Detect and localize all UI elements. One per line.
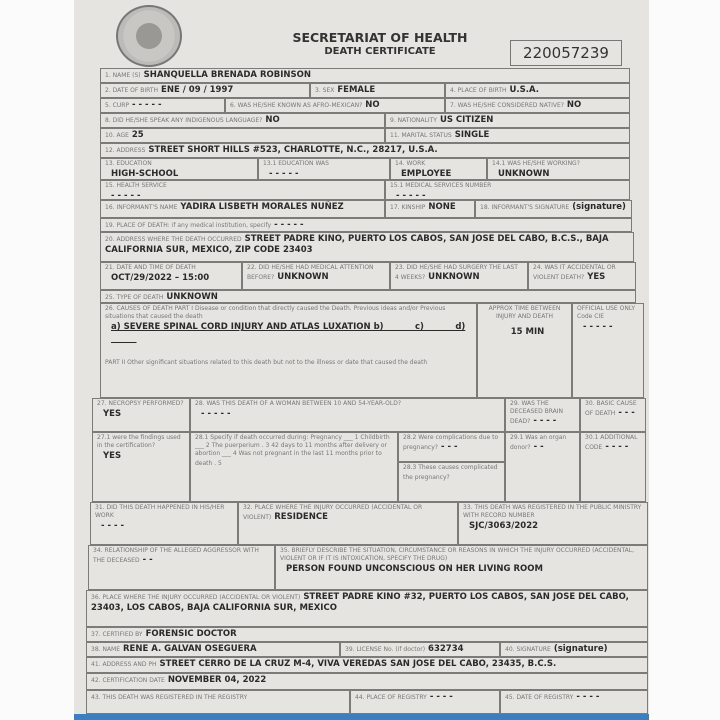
field-value: - - - - - [132,100,162,110]
certificate-number: 220057239 [510,40,622,66]
field-label: 40. SIGNATURE [505,646,551,653]
field-value: U.S.A. [509,85,539,95]
field-f16 [100,200,385,218]
field-value: STREET CERRO DE LA CRUZ M-4, VIVA VEREDAS SAN JOSE DEL CABO, 23435, B.C.S. [159,659,557,669]
field-value: SHANQUELLA BRENADA ROBINSON [143,70,311,80]
field-value: YES [103,409,122,420]
field-value: - - - - [605,442,629,453]
field-f14-1 [487,158,630,180]
field-f38 [86,642,340,657]
field-value: (signature) [572,202,626,212]
field-value: NONE [428,202,456,212]
field-f6 [225,98,445,113]
field-label: OFFICIAL USE ONLY Code CIE [577,305,636,321]
field-label: 28.3 These causes complicated the pregnancy? [403,464,498,482]
field-value: YADIRA LISBETH MORALES NUÑEZ [180,202,344,212]
field-label: 27.1 were the findings used in the certification? [97,434,181,450]
field-value: STREET PADRE KINO #32, PUERTO LOS CABOS, SAN JOSE DEL CABO, 23403, LOS CABOS, BAJA CALIFORNIA SUR, MEXICO [91,592,629,614]
field-f2 [100,83,310,98]
field-f40 [500,642,648,657]
field-f28-2 [398,432,505,462]
field-value: 15 MIN [510,327,545,338]
field-label: 16. INFORMANT'S NAME [105,204,178,211]
field-value: YES [103,451,122,462]
field-f28-3 [398,462,505,502]
field-label: 37. CERTIFIED BY [91,631,143,638]
field-value: - - - - [429,692,453,702]
field-f43 [86,690,350,714]
document-title: SECRETARIAT OF HEALTH [292,30,468,45]
field-label: 33. THIS DEATH WAS REGISTERED IN THE PUBLIC MINISTRY WITH RECORD NUMBER [463,504,642,520]
field-label: 22. DID HE/SHE HAD MEDICAL ATTENTION BEFORE? [247,264,374,282]
field-label: 29. WAS THE DECEASED BRAIN DEAD? [510,400,564,426]
field-f15-1 [385,180,630,200]
field-f14 [390,158,487,180]
field-f35 [275,545,648,590]
field-value: PERSON FOUND UNCONSCIOUS ON HER LIVING ROOM [286,564,543,575]
field-f45 [500,690,648,714]
field-f11 [385,128,630,143]
field-value: UNKNOWN [166,292,218,302]
field-label: 38. NAME [91,646,121,653]
field-value: (signature) [553,644,608,654]
field-value: STREET SHORT HILLS #523, CHARLOTTE, N.C., 28217, U.S.A. [148,145,438,155]
field-value: UNKNOWN [277,272,329,283]
field-f5 [100,98,225,113]
field-label: 14.1 WAS HE/SHE WORKING? [492,160,580,167]
field-f29-1 [505,432,580,502]
field-f33 [458,502,648,545]
field-value: SJC/3063/2022 [469,521,539,532]
field-label: 10. AGE [105,132,129,139]
field-label: 36. PLACE WHERE THE INJURY OCCURRED (ACCIDENTAL OR VIOLENT) [91,594,301,601]
field-label: 7. WAS HE/SHE CONSIDERED NATIVE? [450,102,564,109]
field-label: 30. BASIC CAUSE OF DEATH [585,400,637,418]
field-label: 42. CERTIFICATION DATE [91,677,165,684]
field-f17 [385,200,475,218]
field-f18 [475,200,632,218]
field-label: 28.2 Were complications due to pregnancy? [403,434,499,452]
field-value: ENE / 09 / 1997 [161,85,234,95]
field-value: FORENSIC DOCTOR [145,629,237,639]
field-label: 15. HEALTH SERVICE [105,182,167,189]
field-f41 [86,657,648,673]
field-label: 41. ADDRESS AND PH [91,661,157,668]
field-f9 [385,113,630,128]
field-f28 [190,398,505,432]
field-f26-time [477,303,572,398]
field-f30 [580,398,646,432]
field-value: YES [587,272,606,283]
field-label: 31. DID THIS DEATH HAPPENED IN HIS/HER WORK [95,504,225,520]
bottom-edge [74,714,649,720]
field-value: - - - [440,442,458,453]
field-f26-code [572,303,644,398]
part-two-label: PART II Other significant situations related to this death but not to the illness or date that caused the death [105,359,428,367]
field-f7 [445,98,630,113]
field-f32 [238,502,458,545]
field-value: - - - - - [583,322,613,333]
field-f42 [86,673,648,690]
field-f8 [100,113,385,128]
field-value: - - - - [101,521,124,532]
field-f15 [100,180,385,200]
field-label: 2. DATE OF BIRTH [105,87,159,94]
field-label: 6. WAS HE/SHE KNOWN AS AFRO-MEXICAN? [230,102,363,109]
field-f13-1 [258,158,390,180]
field-value: FEMALE [337,85,376,95]
field-label: 45. DATE OF REGISTRY [505,694,574,701]
field-value: - - - - - [201,409,231,420]
field-value: NO [566,100,582,110]
field-label: 34. RELATIONSHIP OF THE ALLEGED AGGRESSOR WITH THE DECEASED [93,547,259,565]
field-f29 [505,398,580,432]
field-label: 13.1 EDUCATION WAS [263,160,329,167]
field-value: - - [142,555,153,566]
field-label: 21. DATE AND TIME OF DEATH [105,264,196,271]
field-label: 14. WORK [395,160,426,167]
field-f28-1 [190,432,398,502]
field-value: - - - - - [396,191,426,200]
field-label: 19. PLACE OF DEATH: if any medical institution, specify [105,222,272,229]
field-f22 [242,262,390,290]
field-label: 35. BRIEFLY DESCRIBE THE SITUATION, CIRCUMSTANCE OR REASONS IN WHICH THE INJURY OCCURRED (ACCIDENTAL, VIOLENT OR IF IT IS INTOXICATION, SPECIFY THE DRUG) [280,547,635,563]
field-f26 [100,303,477,398]
field-label: 43. THIS DEATH WAS REGISTERED IN THE REGISTRY [91,694,248,701]
field-value: - - - - - [274,220,304,230]
field-f3 [310,83,445,98]
field-f44 [350,690,500,714]
field-label: 9. NATIONALITY [390,117,437,124]
field-label: 18. INFORMANT'S SIGNATURE [480,204,570,211]
field-f13 [100,158,258,180]
field-label: 26. CAUSES OF DEATH PART I Disease or condition that directly caused the Death. Previous ideas and/or Previous situations that caused the death [105,305,446,321]
field-value: a) SEVERE SPINAL CORD INJURY AND ATLAS LUXATION b) ______ c) ______ d) ______ [111,322,466,344]
field-value: RESIDENCE [274,512,328,523]
field-f27 [92,398,190,432]
field-f24 [528,262,636,290]
field-value: - - - - - [269,169,299,180]
field-label: 4. PLACE OF BIRTH [450,87,507,94]
field-label: 30.1 ADDITIONAL CODE [585,434,638,452]
field-f25 [100,290,636,303]
field-label: 17. KINSHIP [390,204,426,211]
field-value: US CITIZEN [439,115,494,125]
field-f31 [90,502,238,545]
field-label: 5. CURP [105,102,129,109]
field-label: 20. ADDRESS WHERE THE DEATH OCCURRED [105,236,242,243]
field-value: 632734 [428,644,464,654]
field-label: 3. SEX [315,87,335,94]
field-label: 23. DID HE/SHE HAD SURGERY THE LAST 4 WEEKS? [395,264,518,282]
field-value: SINGLE [454,130,490,140]
field-value: EMPLOYEE [401,169,452,180]
field-value: - - - - [533,416,557,427]
field-f4 [445,83,630,98]
field-value: - - - - [576,692,600,702]
field-f21 [100,262,242,290]
field-f27-1 [92,432,190,502]
field-value: - - - - - [111,191,141,200]
field-label: 24. WAS IT ACCIDENTAL OR VIOLENT DEATH? [533,264,616,282]
field-value: UNKNOWN [498,169,550,180]
field-label: 27. NECROPSY PERFORMED? [97,400,184,407]
field-f1 [100,68,630,83]
field-label: 11. MARITAL STATUS [390,132,452,139]
field-value: - - - [618,408,635,419]
field-label: 39. LICENSE No. (if doctor) [345,646,426,653]
field-f39 [340,642,500,657]
field-value: UNKNOWN [428,272,480,283]
field-value: - - [533,442,544,453]
field-f36 [86,590,648,627]
field-value: STREET PADRE KINO, PUERTO LOS CABOS, SAN JOSE DEL CABO, B.C.S., BAJA CALIFORNIA SUR, MEXICO, ZIP CODE 23403 [105,234,609,256]
field-label: APPROX TIME BETWEEN INJURY AND DEATH [488,305,561,321]
field-label: 15.1 MEDICAL SERVICES NUMBER [390,182,492,189]
field-f10 [100,128,385,143]
field-value: OCT/29/2022 – 15:00 [111,273,210,284]
field-value: 25 [131,130,144,140]
field-label: 1. NAME (S) [105,72,141,79]
field-label: 29.1 Was an organ donor? [510,434,567,452]
field-f12 [100,143,630,158]
coat-of-arms-seal-icon [116,5,182,67]
field-value: RENE A. GALVAN OSEGUERA [123,644,257,654]
field-label: 8. DID HE/SHE SPEAK ANY INDIGENOUS LANGUAGE? [105,117,263,124]
field-value: NOVEMBER 04, 2022 [167,675,267,685]
field-f19 [100,218,632,232]
field-value: NO [365,100,380,110]
field-f23 [390,262,528,290]
field-label: 28.1 Specify if death occurred during: Pregnancy ___ 1 Childbirth ___ 2 The puerperium . 3 42 days to 11 months after delivery or abortion ___ 4 Was not pregnant in the last 11 months prior to death . 5 [195,434,390,468]
field-f37 [86,627,648,642]
field-label: 25. TYPE OF DEATH [105,294,164,301]
field-f34 [88,545,275,590]
field-label: 28. WAS THIS DEATH OF A WOMAN BETWEEN 10 AND 54-YEAR-OLD? [195,400,402,407]
field-label: 44. PLACE OF REGISTRY [355,694,427,701]
field-f20 [100,232,634,262]
field-value: HIGH-SCHOOL [111,169,179,180]
field-value: NO [265,115,280,125]
field-label: 13. EDUCATION [105,160,152,167]
document-subtitle: DEATH CERTIFICATE [324,46,436,57]
field-label: 12. ADDRESS [105,147,146,154]
field-label: 32. PLACE WHERE THE INJURY OCCURRED (ACCIDENTAL OR VIOLENT) [243,504,423,522]
field-f30-1 [580,432,646,502]
